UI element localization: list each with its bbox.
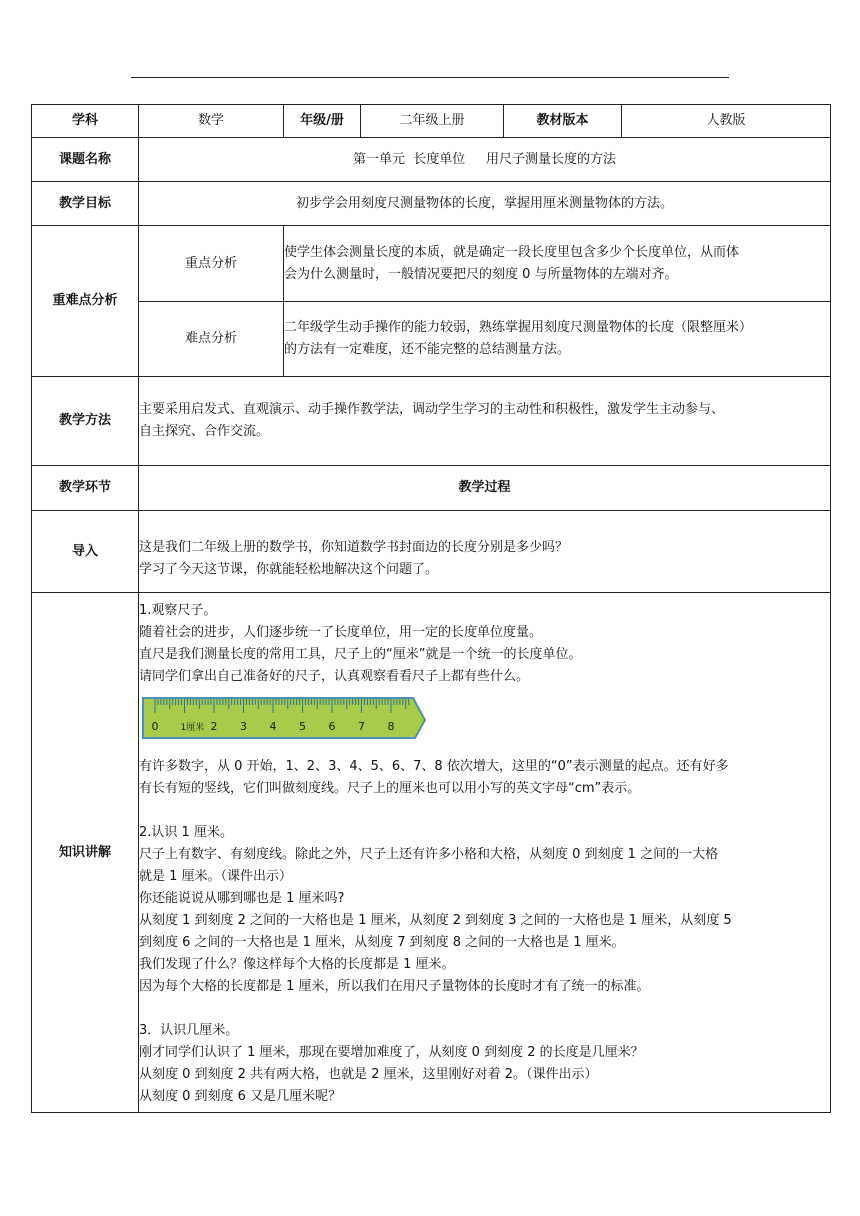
method-line-2: 自主探究、合作交流。 [139, 424, 270, 439]
knowledge-line-17: 从刻度 0 到刻度 2 共有两大格，也就是 2 厘米，这里刚好对着 2。（课件出示） [139, 1066, 598, 1082]
knowledge-row [32, 593, 831, 1113]
knowledge-line-9: 就是 1 厘米。（课件出示） [139, 868, 293, 884]
difficult-analysis-label: 难点分析 [139, 302, 284, 377]
ruler-number: 3 [240, 719, 247, 733]
method-text [139, 377, 831, 466]
grade-label: 年级/册 [284, 105, 361, 138]
knowledge-line-3: 直尺是我们测量长度的常用工具，尺子上的“厘米”就是一个统一的长度单位。 [139, 646, 582, 662]
knowledge-line-4: 请同学们拿出自己准备好的尺子，认真观察看看尺子上都有些什么。 [139, 668, 530, 684]
knowledge-line-12: 到刻度 6 之间的一大格也是 1 厘米，从刻度 7 到刻度 8 之间的一大格也是 1 厘米。 [139, 934, 625, 950]
knowledge-line-16: 刚才同学们认识了 1 厘米，那现在要增加难度了，从刻度 0 到刻度 2 的长度是几厘米？ [139, 1044, 644, 1060]
ruler-number: 7 [358, 719, 365, 733]
knowledge-line-15: 3．认识几厘米。 [139, 1022, 239, 1038]
ruler-number: 0 [151, 719, 159, 733]
ruler-number: 4 [269, 719, 277, 733]
process-header-row [32, 466, 831, 511]
difficult-analysis-row [32, 302, 831, 377]
knowledge-line-7: 2.认识 1 厘米。 [139, 824, 233, 840]
ruler-number: 6 [328, 719, 336, 733]
process-stage-label: 教学环节 [32, 466, 139, 511]
intro-row [32, 511, 831, 593]
subject-label: 学科 [32, 105, 139, 138]
difficult-analysis-line-2: 的方法有一定难度，还不能完整的总结测量方法。 [284, 342, 571, 357]
process-title: 教学过程 [139, 466, 831, 511]
intro-text [139, 511, 831, 593]
knowledge-line-14: 因为每个大格的长度都是 1 厘米，所以我们在用尺子量物体的长度时才有了统一的标准。 [139, 978, 650, 994]
knowledge-label: 知识讲解 [32, 593, 139, 1113]
knowledge-line-5: 有许多数字，从 0 开始，1、2、3、4、5、6、7、8 依次增大，这里的“0”表示测量的起点。还有好多 [139, 758, 729, 774]
edition-value: 人教版 [622, 105, 831, 138]
goal-row [32, 182, 831, 226]
header-rule [131, 77, 729, 78]
intro-label: 导入 [32, 511, 139, 593]
subject-value: 数学 [139, 105, 284, 138]
grade-value: 二年级上册 [361, 105, 504, 138]
ruler-number: 5 [299, 719, 306, 733]
method-label: 教学方法 [32, 377, 139, 466]
knowledge-line-11: 从刻度 1 到刻度 2 之间的一大格也是 1 厘米，从刻度 2 到刻度 3 之间的一大格也是 1 厘米，从刻度 5 [139, 912, 732, 928]
knowledge-line-6: 有长有短的竖线，它们叫做刻度线。尺子上的厘米也可以用小写的英文字母“cm”表示。 [139, 780, 641, 796]
knowledge-line-8: 尺子上有数字、有刻度线。除此之外，尺子上还有许多小格和大格，从刻度 0 到刻度 1 之间的一大格 [139, 846, 719, 862]
info-row [32, 105, 831, 138]
key-analysis-line-2: 会为什么测量时，一般情况要把尺的刻度 0 与所量物体的左端对齐。 [284, 266, 678, 282]
intro-line-2: 学习了今天这节课，你就能轻松地解决这个问题了。 [139, 561, 439, 577]
topic-row [32, 138, 831, 182]
ruler-figure [139, 688, 830, 756]
knowledge-line-1: 1.观察尺子。 [139, 602, 217, 618]
key-analysis-line-1: 使学生体会测量长度的本质，就是确定一段长度里包含多少个长度单位，从而体 [284, 244, 740, 260]
knowledge-line-18: 从刻度 0 到刻度 6 又是几厘米呢？ [139, 1088, 342, 1104]
topic-label: 课题名称 [32, 138, 139, 182]
method-line-1: 主要采用启发式、直观演示、动手操作教学法，调动学生学习的主动性和积极性，激发学生主动参与、 [139, 402, 725, 417]
key-analysis-label: 重点分析 [139, 226, 284, 302]
ruler-number: 8 [387, 719, 395, 733]
spacer [139, 998, 830, 1020]
ruler-number: 1厘米 [180, 722, 205, 733]
ruler-number: 2 [210, 719, 218, 733]
knowledge-line-2: 随着社会的进步，人们逐步统一了长度单位，用一定的长度单位度量。 [139, 624, 543, 640]
lesson-plan-table [31, 104, 831, 1113]
ruler-image [141, 694, 431, 742]
goal-value: 初步学会用刻度尺测量物体的长度，掌握用厘米测量物体的方法。 [139, 182, 831, 226]
key-analysis-text [284, 226, 831, 302]
edition-label: 教材版本 [504, 105, 622, 138]
spacer [139, 800, 830, 822]
knowledge-line-10: 你还能说说从哪到哪也是 1 厘米吗? [139, 890, 345, 906]
intro-line-1: 这是我们二年级上册的数学书，你知道数学书封面边的长度分别是多少吗？ [139, 539, 569, 555]
goal-label: 教学目标 [32, 182, 139, 226]
key-analysis-row [32, 226, 831, 302]
knowledge-line-13: 我们发现了什么？像这样每个大格的长度都是 1 厘米。 [139, 956, 455, 972]
method-row [32, 377, 831, 466]
analysis-label: 重难点分析 [32, 226, 139, 377]
difficult-analysis-line-1: 二年级学生动手操作的能力较弱，熟练掌握用刻度尺测量物体的长度（限整厘米） [284, 320, 753, 335]
knowledge-text [139, 593, 831, 1113]
difficult-analysis-text [284, 302, 831, 377]
topic-value: 第一单元 长度单位 用尺子测量长度的方法 [139, 138, 831, 182]
